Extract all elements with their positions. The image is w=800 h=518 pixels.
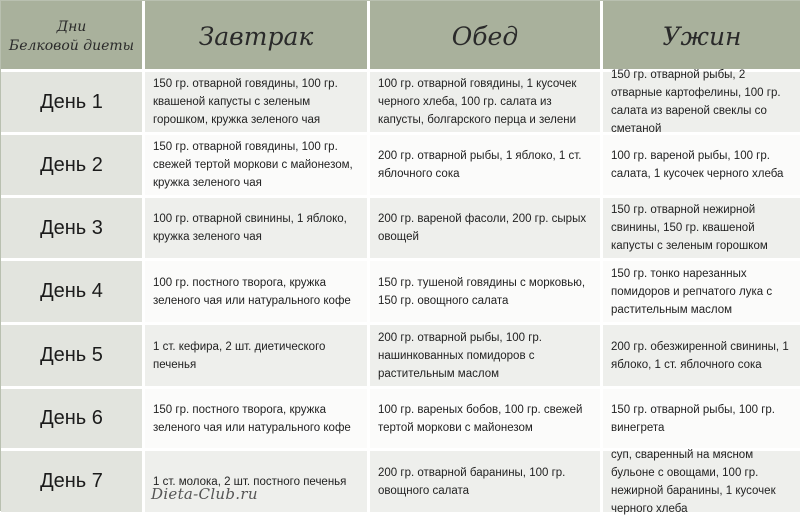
breakfast-cell: 1 ст. молока, 2 шт. постного печенья xyxy=(145,451,370,512)
table-row xyxy=(1,132,800,195)
breakfast-cell: 100 гр. отварной свинины, 1 яблоко, кружка зеленого чая xyxy=(145,198,370,258)
dinner-cell: 150 гр. тонко нарезанных помидоров и репчатого лука с растительным маслом xyxy=(603,261,800,322)
table-row xyxy=(1,322,800,386)
day-label: День 3 xyxy=(1,198,145,258)
lunch-cell: 200 гр. отварной баранины, 100 гр. овощного салата xyxy=(370,451,603,512)
table-header-row xyxy=(1,1,800,71)
table-row xyxy=(1,448,800,515)
dinner-cell: суп, сваренный на мясном бульоне с овощами, 100 гр. нежирной баранины, 1 кусочек черного хлеба xyxy=(603,451,800,512)
header-days xyxy=(1,1,145,71)
dinner-cell: 100 гр. вареной рыбы, 100 гр. салата, 1 кусочек черного хлеба xyxy=(603,135,800,195)
breakfast-cell: 150 гр. постного творога, кружка зеленого чая или натурального кофе xyxy=(145,389,370,448)
table-row xyxy=(1,69,800,135)
header-breakfast: Завтрак xyxy=(145,1,370,71)
day-label: День 6 xyxy=(1,389,145,448)
lunch-cell: 200 гр. вареной фасоли, 200 гр. сырых овощей xyxy=(370,198,603,258)
dinner-cell: 150 гр. отварной рыбы, 2 отварные картофелины, 100 гр. салата из вареной свеклы со сметаной xyxy=(603,72,800,132)
table-row xyxy=(1,195,800,258)
dinner-cell: 150 гр. отварной нежирной свинины, 150 гр. квашеной капусты с зеленым горошком xyxy=(603,198,800,258)
header-days-line2: Белковой диеты xyxy=(8,38,135,54)
header-lunch: Обед xyxy=(370,1,603,71)
lunch-cell: 100 гр. отварной говядины, 1 кусочек черного хлеба, 100 гр. салата из капусты, болгарского перца и зелени xyxy=(370,72,603,132)
dinner-cell: 150 гр. отварной рыбы, 100 гр. винегрета xyxy=(603,389,800,448)
lunch-cell: 200 гр. отварной рыбы, 1 яблоко, 1 ст. яблочного сока xyxy=(370,135,603,195)
lunch-cell: 100 гр. вареных бобов, 100 гр. свежей тертой моркови с майонезом xyxy=(370,389,603,448)
breakfast-cell: 150 гр. отварной говядины, 100 гр. квашеной капусты с зеленым горошком, кружка зеленого чая xyxy=(145,72,370,132)
watermark: Dieta-Club.ru xyxy=(151,485,258,503)
breakfast-cell: 100 гр. постного творога, кружка зеленого чая или натурального кофе xyxy=(145,261,370,322)
header-days-line1: Дни xyxy=(56,19,87,35)
breakfast-cell: 1 ст. кефира, 2 шт. диетического печенья xyxy=(145,325,370,386)
day-label: День 1 xyxy=(1,72,145,132)
lunch-cell: 150 гр. тушеной говядины с морковью, 150 гр. овощного салата xyxy=(370,261,603,322)
day-label: День 7 xyxy=(1,451,145,512)
table-row xyxy=(1,386,800,448)
lunch-cell: 200 гр. отварной рыбы, 100 гр. нашинкованных помидоров с растительным маслом xyxy=(370,325,603,386)
table-row xyxy=(1,258,800,322)
dinner-cell: 200 гр. обезжиренной свинины, 1 яблоко, 1 ст. яблочного сока xyxy=(603,325,800,386)
day-label: День 4 xyxy=(1,261,145,322)
breakfast-cell: 150 гр. отварной говядины, 100 гр. свежей тертой моркови с майонезом, кружка зеленого чая xyxy=(145,135,370,195)
day-label: День 2 xyxy=(1,135,145,195)
day-label: День 5 xyxy=(1,325,145,386)
header-dinner: Ужин xyxy=(603,1,800,71)
